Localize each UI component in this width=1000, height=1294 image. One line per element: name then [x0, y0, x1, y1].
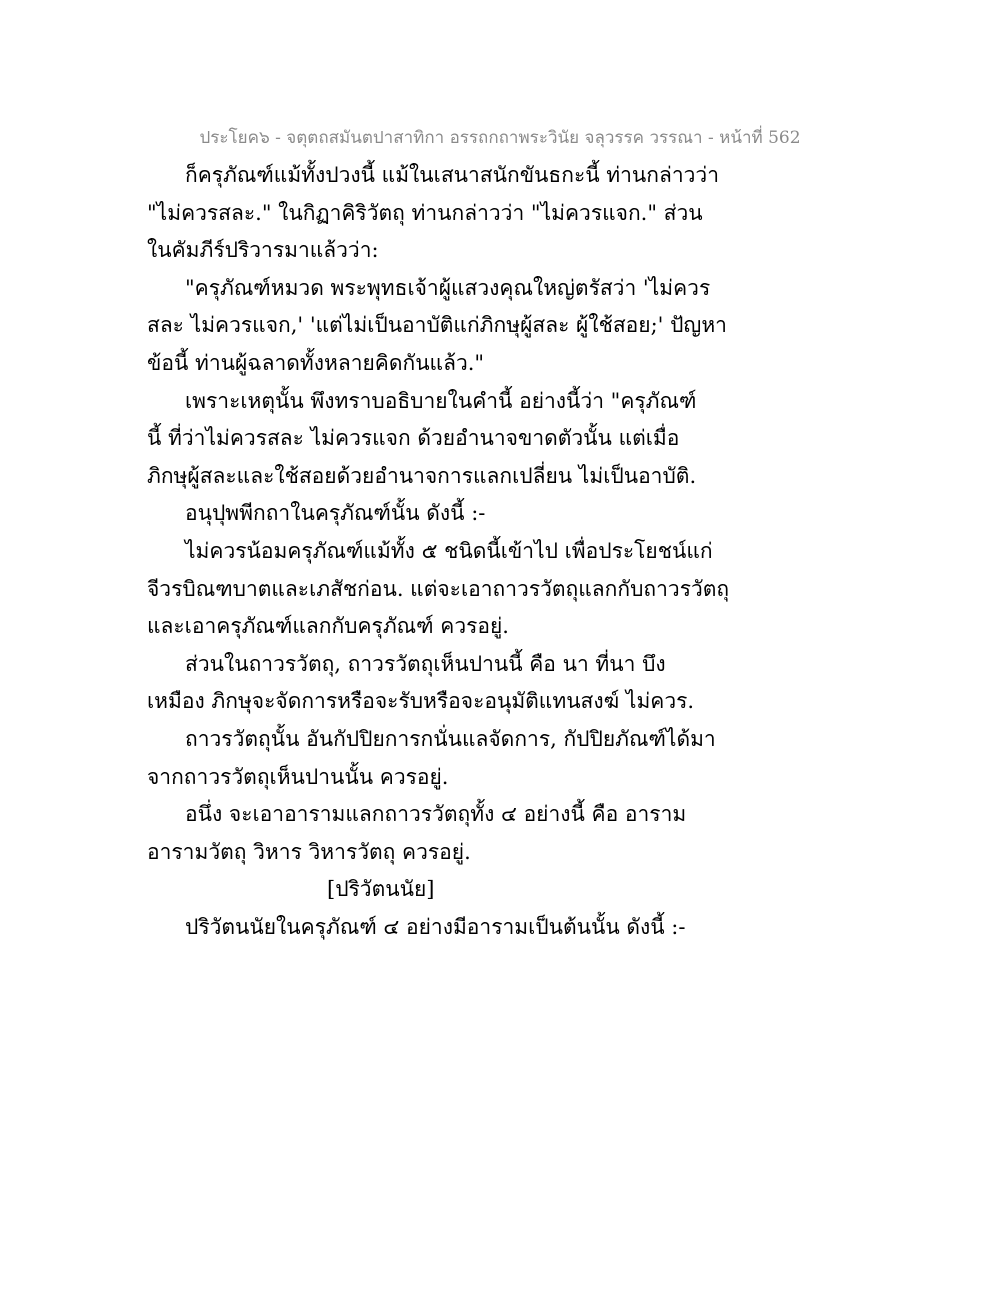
paragraph-line: "ครุภัณฑ์หมวด พระพุทธเจ้าผู้แสวงคุณใหญ่ตรัสว่า 'ไม่ควร	[185, 275, 711, 300]
paragraph-line: จีวรบิณฑบาตและเภสัชก่อน. แต่จะเอาถาวรวัตถุแลกกับถาวรวัตถุ	[147, 576, 730, 601]
paragraph-line: ไม่ควรน้อมครุภัณฑ์แม้ทั้ง ๕ ชนิดนี้เข้าไป เพื่อประโยชน์แก่	[185, 538, 713, 563]
paragraph-line: ส่วนในถาวรวัตถุ, ถาวรวัตถุเห็นปานนี้ คือ นา ที่นา บึง	[185, 651, 666, 676]
paragraph-line: และเอาครุภัณฑ์แลกกับครุภัณฑ์ ควรอยู่.	[147, 614, 509, 639]
paragraph-line: อนึ่ง จะเอาอารามแลกถาวรวัตถุทั้ง ๔ อย่างนี้ คือ อาราม	[185, 802, 687, 827]
paragraph-line: ข้อนี้ ท่านผู้ฉลาดทั้งหลายคิดกันแล้ว."	[147, 350, 485, 375]
paragraph-line: ปริวัตนนัยในครุภัณฑ์ ๔ อย่างมีอารามเป็นต้นนั้น ดังนี้ :-	[185, 914, 686, 939]
paragraph-line: อารามวัตถุ วิหาร วิหารวัตถุ ควรอยู่.	[147, 839, 471, 864]
paragraph-line: อนุปุพพีกถาในครุภัณฑ์นั้น ดังนี้ :-	[185, 501, 486, 526]
paragraph-line: เพราะเหตุนั้น พึงทราบอธิบายในคำนี้ อย่างนี้ว่า "ครุภัณฑ์	[185, 388, 697, 413]
paragraph-line: ก็ครุภัณฑ์แม้ทั้งปวงนี้ แม้ในเสนาสนักขันธกะนี้ ท่านกล่าวว่า	[185, 163, 719, 187]
paragraph-line: จากถาวรวัตถุเห็นปานนั้น ควรอยู่.	[147, 764, 449, 789]
paragraph-line: นี้ ที่ว่าไม่ควรสละ ไม่ควรแจก ด้วยอำนาจขาดตัวนั้น แต่เมื่อ	[147, 426, 680, 451]
paragraph-line: ในคัมภีร์ปริวารมาแล้วว่า:	[147, 238, 379, 263]
paragraph-line: สละ ไม่ควรแจก,' 'แต่ไม่เป็นอาบัติแก่ภิกษุผู้สละ ผู้ใช้สอย;' ปัญหา	[147, 313, 727, 338]
body-text	[147, 157, 730, 946]
paragraph-line: ภิกษุผู้สละและใช้สอยด้วยอำนาจการแลกเปลี่ยน ไม่เป็นอาบัติ.	[147, 463, 697, 488]
section-heading: [ปริวัตนนัย]	[327, 877, 435, 902]
paragraph-line: "ไม่ควรสละ." ในกิฏาคิริวัตถุ ท่านกล่าวว่า "ไม่ควรแจก." ส่วน	[147, 200, 703, 225]
paragraph-line: เหมือง ภิกษุจะจัดการหรือจะรับหรือจะอนุมัติแทนสงฆ์ ไม่ควร.	[147, 689, 695, 714]
paragraph-line: ถาวรวัตถุนั้น อันกัปปิยการกนั่นแลจัดการ, กัปปิยภัณฑ์ได้มา	[185, 726, 716, 751]
running-header: ประโยค๖ - จตุตถสมันตปาสาทิกา อรรถกถาพระวินัย จลุวรรค วรรณา - หน้าที่ 562	[199, 128, 801, 148]
